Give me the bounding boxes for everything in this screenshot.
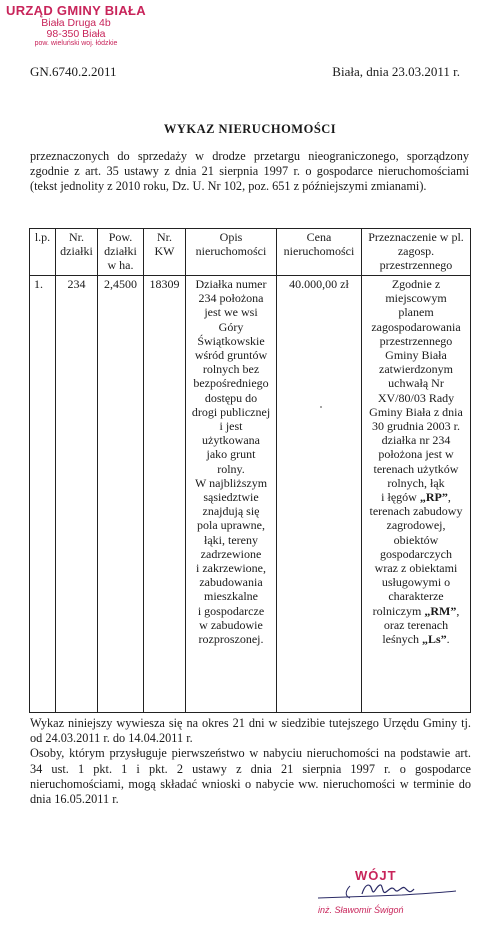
description-line: w zabudowie [199,617,263,632]
zoning-line: zagospodarowania [371,319,461,334]
stamp-district-line: pow. wieluński woj. łódzkie [34,39,118,47]
zoning-line: 30 grudnia 2003 r. [372,419,460,434]
scan-speck [320,406,322,408]
zoning-text: , [447,490,451,505]
property-list-table [29,228,471,713]
zoning-line: planem [398,305,434,320]
zoning-text: i łęgów [381,490,420,505]
zoning-line: oraz terenach [383,617,449,632]
place-and-date: Biała, dnia 23.03.2011 r. [332,64,460,79]
description-line: wśród gruntów [194,348,268,363]
cell-parcel-number: 234 [56,276,98,713]
zoning-text: rolniczym [372,603,425,618]
zoning-line: Zgodnie z [391,277,441,291]
zoning-line [364,632,468,646]
preemption-paragraph: Osoby, którym przysługuje pierwszeństwo w nabyciu nieruchomości na podstawie art. 34 ust. 1 pkt. 1 i pkt. 2 ustawy z dnia 21 sierpnia 1997 r. o gospodarce nieruchomościami, mogą składać wnioski o nabycie ww. nieruchomości w terminie do dnia 16.05.2011 r. [30,746,471,807]
zoning-line: rolnych, łąk [387,475,445,490]
stamp-title: URZĄD GMINY BIAŁA [6,3,146,18]
zoning-line: położona jest w [378,447,454,462]
zoning-line: wraz z obiektami [374,561,458,576]
description-line: jest we wsi [204,305,258,320]
office-stamp [6,4,146,47]
description-line: bezpośredniego [193,376,269,391]
cell-lp: 1. [30,276,56,713]
zoning-text: leśnych [382,632,422,647]
zoning-line [364,490,468,504]
header-description: Opis nieruchomości [186,229,277,276]
zoning-line: uchwałą Nr [388,376,444,391]
description-line: sąsiedztwie [203,490,259,505]
cell-price: 40.000,00 zł [277,276,362,713]
zoning-line: Gminy Biała z dnia [369,404,463,419]
zoning-line: przestrzennego [379,333,453,348]
reference-number: GN.6740.2.2011 [30,64,117,79]
description-line: rozproszonej. [198,632,264,647]
zoning-line: usługowymi o [381,575,451,590]
handwritten-signature [310,880,460,906]
zoning-line: miejscowym [385,291,447,306]
table-row [30,276,471,713]
cell-land-register: 18309 [144,276,186,713]
header-parcel-number: Nr. działki [56,229,98,276]
cell-zoning [362,276,471,713]
zoning-line: gospodarczych [380,546,452,561]
description-line: dostępu do [204,390,258,405]
zoning-line: terenach zabudowy [369,504,463,519]
description-line: rolnych bez [202,362,260,377]
stamp-postal-line: 98-350 Biała [46,27,106,40]
zoning-line: zatwierdzonym [379,362,453,377]
cell-area: 2,4500 [98,276,144,713]
zoning-line [364,604,468,618]
zoning-line: obiektów [393,532,439,547]
zoning-line: charakterze [388,589,444,604]
description-line: Świątkowskie [197,333,265,348]
description-line: zabudowania [199,575,263,590]
description-line: drogi publicznej [191,404,271,419]
description-line: i jest [219,419,243,434]
zoning-code-ls: „Ls” [421,632,447,647]
description-line: jako grunt [206,447,256,462]
description-line: W najbliższym [194,475,268,490]
table-header-row [30,229,471,276]
zoning-code-rm: „RM” [424,603,457,618]
zoning-line: zagrodowej, [386,518,446,533]
posting-period-paragraph: Wykaz niniejszy wywiesza się na okres 21 dni w siedzibie tutejszego Urzędu Gminy tj. od 24.03.2011 r. do 14.04.2011 r. [30,716,471,746]
description-line: mieszkalne [204,589,258,604]
footer-text [30,716,471,807]
description-line: i gospodarcze [197,603,265,618]
description-line: 234 położona [198,291,264,306]
header-zoning: Przeznaczenie w pl. zagosp. przestrzennego [362,229,471,276]
header-land-register: Nr. KW [144,229,186,276]
description-line: rolny. [217,461,245,476]
header-price: Cena nieruchomości [277,229,362,276]
zoning-line: Gminy Biała [385,348,447,363]
zoning-code-rp: „RP” [419,490,448,505]
description-line: Góry [218,319,244,334]
stamp-address-line: Biała Druga 4b [41,16,111,29]
zoning-text: . [446,632,450,647]
zoning-line: XV/80/03 Rady [377,390,455,405]
signature-title: WÓJT [355,868,397,883]
signature-name: inż. Sławomir Świgoń [318,905,404,915]
description-line: zadrzewione [200,546,262,561]
cell-description [186,276,277,713]
zoning-line: terenach użytków [373,461,459,476]
zoning-text: , [456,603,460,618]
document-title: WYKAZ NIERUCHOMOŚCI [163,122,337,136]
description-line: łąki, tereny [204,532,258,547]
description-line: znajdują się [202,504,260,519]
header-area: Pow. działki w ha. [98,229,144,276]
description-line: Działka numer [195,277,267,291]
zoning-line: działka nr 234 [381,433,451,448]
header-lp: l.p. [30,229,56,276]
description-line: pola uprawne, [197,518,265,533]
intro-paragraph: przeznaczonych do sprzedaży w drodze przetargu nieograniczonego, sporządzony zgodnie z art. 35 ustawy z dnia 21 sierpnia 1997 r. o gospodarce nieruchomościami (tekst jednolity z 2010 roku, Dz. U. Nr 102, poz. 651 z późniejszymi zmianami). [30,149,469,193]
description-line: i zakrzewione, [196,561,266,576]
description-line: użytkowana [202,433,260,448]
